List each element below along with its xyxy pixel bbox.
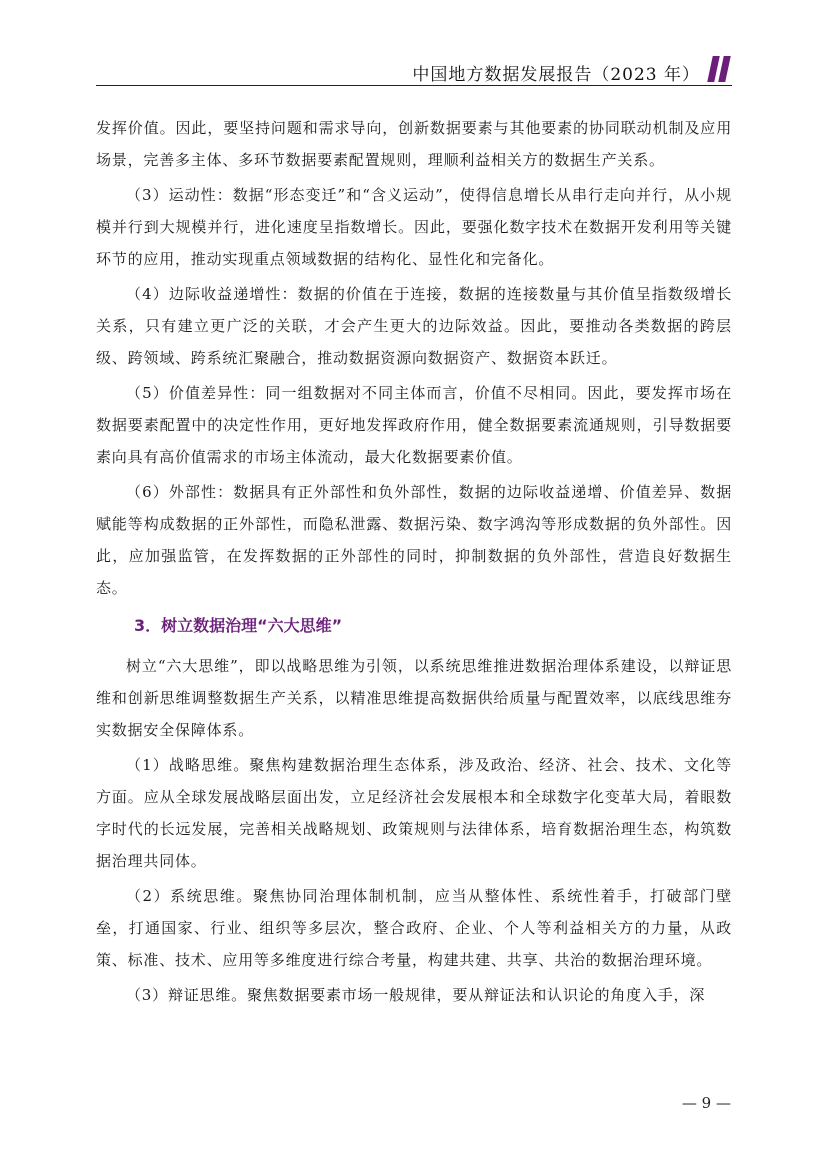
paragraph: 树立“六大思维”，即以战略思维为引领，以系统思维推进数据治理体系建设，以辩证思维和创新思维调整数据生产关系，以精准思维提高数据供给质量与配置效率，以底线思维夯实数据安全保障体系。 [96,657,732,739]
page-number: — 9 — [681,1094,731,1112]
paragraph: （4）边际收益递增性：数据的价值在于连接，数据的连接数量与其价值呈指数级增长关系，只有建立更广泛的关联，才会产生更大的边际效益。因此，要推动各类数据的跨层级、跨领域、跨系统汇聚融合，推动数据资源向数据资产、数据资本跃迁。 [96,285,732,367]
paragraph: （2）系统思维。聚焦协同治理体制机制，应当从整体性、系统性着手，打破部门壁垒，打通国家、行业、组织等多层次，整合政府、企业、个人等利益相关方的力量，从政策、标准、技术、应用等多维度进行综合考量，构建共建、共享、共治的数据治理环境。 [96,887,732,969]
paragraph: （3）辩证思维。聚焦数据要素市场一般规律，要从辩证法和认识论的角度入手，深 [126,986,706,1004]
paragraph: （5）价值差异性：同一组数据对不同主体而言，价值不尽相同。因此，要发挥市场在数据要素配置中的决定性作用，更好地发挥政府作用，健全数据要素流通规则，引导数据要素向具有高价值需求的市场主体流动，最大化数据要素价值。 [96,384,732,466]
paragraph: （1）战略思维。聚焦构建数据治理生态体系，涉及政治、经济、社会、技术、文化等方面。应从全球发展战略层面出发，立足经济社会发展根本和全球数字化变革大局，着眼数字时代的长远发展，完善相关战略规划、政策规则与法律体系，培育数据治理生态，构筑数据治理共同体。 [96,756,732,870]
header-divider [96,85,732,86]
header-title: 中国地方数据发展报告（2023 年） [412,65,700,85]
page-body [96,112,732,1014]
paragraph: 发挥价值。因此，要坚持问题和需求导向，创新数据要素与其他要素的协同联动机制及应用场景，完善多主体、多环节数据要素配置规则，理顺利益相关方的数据生产关系。 [96,119,732,169]
page-header [96,56,732,86]
section-heading: 3．树立数据治理“六大思维” [134,616,343,635]
paragraph: （6）外部性：数据具有正外部性和负外部性，数据的边际收益递增、价值差异、数据赋能等构成数据的正外部性，而隐私泄露、数据污染、数字鸿沟等形成数据的负外部性。因此，应加强监管，在发挥数据的正外部性的同时，抑制数据的负外部性，营造良好数据生态。 [96,483,732,597]
header-logo-mark [704,56,732,84]
paragraph: （3）运动性：数据“形态变迁”和“含义运动”，使得信息增长从串行走向并行，从小规模并行到大规模并行，进化速度呈指数增长。因此，要强化数字技术在数据开发利用等关键环节的应用，推动实现重点领域数据的结构化、显性化和完备化。 [96,186,732,268]
